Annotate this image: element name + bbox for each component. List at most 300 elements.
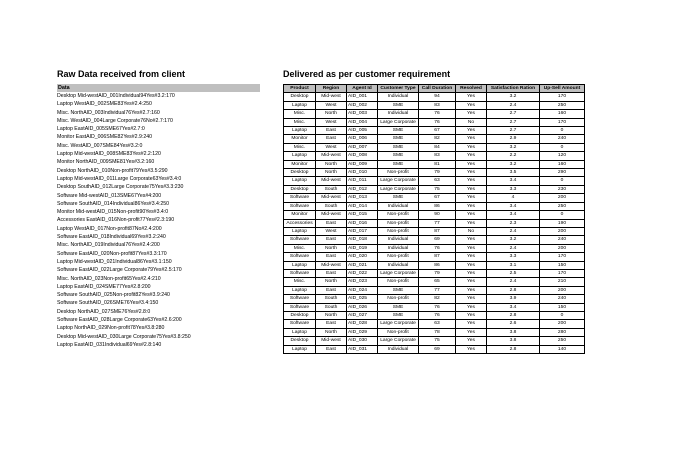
table-cell: Yes (456, 169, 487, 177)
table-cell: Yes (456, 135, 487, 143)
table-cell: 3.8 (487, 328, 540, 336)
table-cell: 240 (540, 135, 585, 143)
table-cell: Software (284, 202, 316, 210)
table-cell: East (316, 320, 347, 328)
table-row (284, 185, 585, 193)
raw-data-row: Software EastAID_018Individual69Yes#3.2:240 (57, 234, 166, 241)
table-cell: South (316, 295, 347, 303)
raw-data-row: Laptop EastAID_024SME77Yes#2.8:200 (57, 283, 151, 290)
raw-data-row: Software EastAID_020Non-profit87Yes#3.3:170 (57, 250, 167, 257)
table-cell: 86 (419, 202, 456, 210)
table-cell: No (456, 118, 487, 126)
table-cell: Desktop (284, 337, 316, 345)
table-cell: Yes (456, 202, 487, 210)
table-row (284, 261, 585, 269)
table-cell: AID_004 (347, 118, 378, 126)
table-cell: SME (378, 311, 419, 319)
table-cell: Mid-west (316, 261, 347, 269)
table-cell: 200 (540, 286, 585, 294)
table-cell: AID_024 (347, 286, 378, 294)
table-cell: 75 (419, 337, 456, 345)
raw-data-row: Misc. WestAID_007SME84Yes#3.2:0 (57, 142, 143, 149)
table-cell: 2.4 (487, 244, 540, 252)
table-cell: 76 (419, 118, 456, 126)
table-cell: West (316, 227, 347, 235)
table-row (284, 194, 585, 202)
raw-data-row: Misc. NorthAID_003Individual76Yes#2.7:160 (57, 109, 160, 116)
table-cell: SME (378, 127, 419, 135)
table-cell: 83 (419, 101, 456, 109)
table-cell: Non-profit (378, 328, 419, 336)
table-cell: 170 (540, 93, 585, 101)
table-cell: AID_020 (347, 253, 378, 261)
table-cell: 75 (419, 185, 456, 193)
table-cell: Yes (456, 337, 487, 345)
table-cell: SME (378, 143, 419, 151)
table-cell: 77 (419, 219, 456, 227)
table-cell: 69 (419, 236, 456, 244)
table-cell: East (316, 286, 347, 294)
table-cell: Yes (456, 160, 487, 168)
table-row (284, 345, 585, 353)
table-header-row (284, 85, 585, 93)
table-cell: Yes (456, 219, 487, 227)
table-row (284, 169, 585, 177)
table-cell: SME (378, 152, 419, 160)
table-cell: Individual (378, 244, 419, 252)
delivered-title: Delivered as per customer requirement (283, 69, 451, 79)
table-cell: 94 (419, 93, 456, 101)
table-cell: Misc. (284, 118, 316, 126)
table-cell: AID_023 (347, 278, 378, 286)
table-cell: 210 (540, 278, 585, 286)
table-cell: Software (284, 253, 316, 261)
table-cell: 0 (540, 143, 585, 151)
table-cell: Individual (378, 202, 419, 210)
table-cell: Yes (456, 194, 487, 202)
table-cell: East (316, 345, 347, 353)
table-cell: Individual (378, 236, 419, 244)
table-cell: Monitor (284, 135, 316, 143)
table-cell: AID_002 (347, 101, 378, 109)
raw-data-row: Desktop NorthAID_027SME76Yes#2.8:0 (57, 308, 151, 315)
raw-data-row: Laptop NorthAID_029Non-profit78Yes#3.8:280 (57, 325, 165, 332)
table-cell: AID_014 (347, 202, 378, 210)
table-cell: 4 (487, 194, 540, 202)
table-cell: Yes (456, 311, 487, 319)
table-cell: Yes (456, 269, 487, 277)
table-cell: 170 (540, 118, 585, 126)
table-cell: Accessories (284, 219, 316, 227)
table-cell: Monitor (284, 211, 316, 219)
table-cell: 190 (540, 219, 585, 227)
table-cell: Individual (378, 345, 419, 353)
table-cell: SME (378, 101, 419, 109)
table-cell: AID_005 (347, 127, 378, 135)
table-cell: East (316, 127, 347, 135)
table-cell: Mid-west (316, 152, 347, 160)
table-cell: Laptop (284, 261, 316, 269)
table-cell: 250 (540, 202, 585, 210)
table-cell: East (316, 269, 347, 277)
table-cell: Laptop (284, 177, 316, 185)
table-cell: 3.9 (487, 295, 540, 303)
table-cell: SME (378, 194, 419, 202)
raw-data-row: Misc. NorthAID_023Non-profit65Yes#2.4:210 (57, 275, 161, 282)
table-cell: Non-profit (378, 169, 419, 177)
table-cell: 2.4 (487, 227, 540, 235)
table-cell: North (316, 278, 347, 286)
raw-data-row: Misc. NorthAID_019Individual76Yes#2.4:200 (57, 242, 160, 249)
table-cell: AID_019 (347, 244, 378, 252)
table-cell: North (316, 169, 347, 177)
table-cell: Misc. (284, 278, 316, 286)
table-body (284, 93, 585, 354)
table-cell: AID_013 (347, 194, 378, 202)
column-header: Product (284, 85, 316, 93)
table-cell: 2.8 (487, 345, 540, 353)
table-cell: 76 (419, 303, 456, 311)
table-cell: Non-profit (378, 219, 419, 227)
table-row (284, 202, 585, 210)
table-row (284, 219, 585, 227)
table-cell: Individual (378, 110, 419, 118)
table-cell: 87 (419, 253, 456, 261)
table-cell: 3.1 (487, 261, 540, 269)
table-cell: Desktop (284, 169, 316, 177)
table-row (284, 160, 585, 168)
table-cell: Mid-west (316, 93, 347, 101)
table-row (284, 177, 585, 185)
table-cell: SME (378, 135, 419, 143)
table-cell: 81 (419, 160, 456, 168)
table-cell: East (316, 219, 347, 227)
raw-data-row: Software SouthAID_014Individual86Yes#3.4:250 (57, 200, 169, 207)
table-cell: Misc. (284, 143, 316, 151)
table-cell: AID_026 (347, 303, 378, 311)
raw-data-row: Misc. WestAID_004Large Corporate76No#2.7:170 (57, 117, 173, 124)
column-header: Resolved (456, 85, 487, 93)
table-cell: 0 (540, 127, 585, 135)
table-cell: 2.5 (487, 269, 540, 277)
table-cell: Large Corporate (378, 337, 419, 345)
table-row (284, 236, 585, 244)
table-cell: 2.8 (487, 286, 540, 294)
table-row (284, 110, 585, 118)
table-cell: 3.4 (487, 303, 540, 311)
table-row (284, 244, 585, 252)
table-cell: 2.7 (487, 118, 540, 126)
table-cell: Non-profit (378, 227, 419, 235)
table-cell: Yes (456, 328, 487, 336)
table-cell: 2.7 (487, 127, 540, 135)
table-cell: 77 (419, 286, 456, 294)
table-row (284, 152, 585, 160)
table-cell: Yes (456, 143, 487, 151)
table-cell: Laptop (284, 345, 316, 353)
table-cell: AID_018 (347, 236, 378, 244)
table-cell: Large Corporate (378, 269, 419, 277)
table-row (284, 269, 585, 277)
table-cell: North (316, 311, 347, 319)
raw-data-row: Laptop Mid-westAID_008SME83Yes#2.2:120 (57, 151, 161, 158)
table-row (284, 253, 585, 261)
raw-data-row: Laptop Mid-westAID_021Individual86Yes#3.1:150 (57, 258, 172, 265)
table-cell: Software (284, 320, 316, 328)
table-cell: AID_025 (347, 295, 378, 303)
table-cell: 160 (540, 110, 585, 118)
table-cell: East (316, 135, 347, 143)
raw-data-row: Software EastAID_028Large Corporate63Yes#2.6:200 (57, 317, 182, 324)
table-row (284, 303, 585, 311)
table-cell: Misc. (284, 110, 316, 118)
table-cell: Yes (456, 101, 487, 109)
table-cell: 3.2 (487, 160, 540, 168)
table-cell: 0 (540, 211, 585, 219)
table-cell: 0 (540, 311, 585, 319)
table-cell: 87 (419, 227, 456, 235)
table-cell: AID_007 (347, 143, 378, 151)
raw-data-title: Raw Data received from client (57, 69, 186, 79)
table-cell: Monitor (284, 160, 316, 168)
table-cell: 3.3 (487, 253, 540, 261)
table-cell: 86 (419, 261, 456, 269)
table-cell: Non-profit (378, 253, 419, 261)
table-cell: Yes (456, 320, 487, 328)
table-cell: AID_027 (347, 311, 378, 319)
table-cell: West (316, 101, 347, 109)
table-cell: Large Corporate (378, 118, 419, 126)
table-row (284, 278, 585, 286)
table-cell: 82 (419, 135, 456, 143)
table-cell: AID_031 (347, 345, 378, 353)
table-cell: Desktop (284, 93, 316, 101)
raw-data-row: Desktop SouthAID_012Large Corporate75Yes#3.3:230 (57, 184, 184, 191)
table-cell: 67 (419, 194, 456, 202)
table-cell: 76 (419, 311, 456, 319)
table-cell: Mid-west (316, 177, 347, 185)
table-row (284, 286, 585, 294)
table-row (284, 118, 585, 126)
table-cell: 69 (419, 345, 456, 353)
table-cell: 170 (540, 269, 585, 277)
table-cell: 65 (419, 278, 456, 286)
table-cell: 200 (540, 244, 585, 252)
table-cell: Laptop (284, 227, 316, 235)
table-cell: AID_012 (347, 185, 378, 193)
table-cell: 2.8 (487, 311, 540, 319)
table-cell: Large Corporate (378, 177, 419, 185)
table-cell: 150 (540, 303, 585, 311)
table-cell: 200 (540, 194, 585, 202)
column-header: Customer Type (378, 85, 419, 93)
table-cell: Software (284, 194, 316, 202)
table-cell: 79 (419, 169, 456, 177)
raw-data-row: Accessories EastAID_016Non-profit77Yes#2.3:190 (57, 217, 175, 224)
table-cell: No (456, 227, 487, 235)
table-cell: West (316, 143, 347, 151)
table-cell: Individual (378, 261, 419, 269)
table-cell: 3.2 (487, 236, 540, 244)
table-cell: 240 (540, 295, 585, 303)
table-cell: North (316, 328, 347, 336)
table-cell: 230 (540, 185, 585, 193)
table-cell: Software (284, 295, 316, 303)
table-cell: Laptop (284, 152, 316, 160)
table-row (284, 227, 585, 235)
table-cell: 76 (419, 110, 456, 118)
table-cell: Non-profit (378, 295, 419, 303)
table-cell: 200 (540, 320, 585, 328)
table-row (284, 211, 585, 219)
table-cell: 250 (540, 101, 585, 109)
table-cell: Yes (456, 303, 487, 311)
table-cell: Yes (456, 286, 487, 294)
table-cell: Desktop (284, 185, 316, 193)
table-cell: 2.2 (487, 152, 540, 160)
table-cell: Yes (456, 177, 487, 185)
table-cell: 250 (540, 337, 585, 345)
table-cell: North (316, 244, 347, 252)
table-cell: 3.4 (487, 177, 540, 185)
table-cell: 150 (540, 261, 585, 269)
table-cell: East (316, 253, 347, 261)
table-cell: 2.4 (487, 101, 540, 109)
raw-data-row: Software SouthAID_026SME76Yes#3.4:150 (57, 300, 159, 307)
table-cell: AID_010 (347, 169, 378, 177)
table-cell: Laptop (284, 328, 316, 336)
table-cell: 3.8 (487, 337, 540, 345)
table-cell: Non-profit (378, 278, 419, 286)
table-cell: 3.4 (487, 211, 540, 219)
table-cell: 2.9 (487, 135, 540, 143)
table-row (284, 101, 585, 109)
table-cell: Yes (456, 295, 487, 303)
table-cell: Mid-west (316, 211, 347, 219)
table-cell: Software (284, 269, 316, 277)
table-cell: AID_003 (347, 110, 378, 118)
table-cell: Yes (456, 127, 487, 135)
table-cell: Yes (456, 93, 487, 101)
table-cell: AID_016 (347, 219, 378, 227)
table-cell: AID_017 (347, 227, 378, 235)
raw-data-row: Monitor Mid-westAID_015Non-profit90Yes#3.4:0 (57, 209, 169, 216)
table-cell: AID_028 (347, 320, 378, 328)
table-cell: 170 (540, 253, 585, 261)
raw-data-row: Laptop WestAID_017Non-profit87No#2.4:200 (57, 225, 162, 232)
raw-data-header: Data (57, 84, 260, 92)
raw-data-rows (57, 92, 260, 349)
table-cell: 160 (540, 160, 585, 168)
table-cell: 3.5 (487, 169, 540, 177)
table-cell: AID_006 (347, 135, 378, 143)
table-cell: Yes (456, 345, 487, 353)
table-cell: 0 (540, 177, 585, 185)
table-cell: Desktop (284, 311, 316, 319)
table-cell: Yes (456, 211, 487, 219)
table-cell: 280 (540, 328, 585, 336)
table-cell: North (316, 160, 347, 168)
table-cell: South (316, 202, 347, 210)
table-cell: 2.6 (487, 320, 540, 328)
table-cell: 2.7 (487, 110, 540, 118)
table-cell: Mid-west (316, 194, 347, 202)
table-cell: Individual (378, 93, 419, 101)
table-cell: Misc. (284, 244, 316, 252)
table-row (284, 328, 585, 336)
table-cell: Yes (456, 236, 487, 244)
table-cell: 2.4 (487, 278, 540, 286)
table-cell: 83 (419, 152, 456, 160)
table-cell: Large Corporate (378, 185, 419, 193)
table-cell: Laptop (284, 286, 316, 294)
table-cell: South (316, 303, 347, 311)
table-row (284, 135, 585, 143)
raw-data-row: Laptop EastAID_005SME67Yes#2.7:0 (57, 126, 145, 133)
table-cell: Laptop (284, 127, 316, 135)
table-cell: 67 (419, 127, 456, 135)
table-cell: 2.3 (487, 219, 540, 227)
table-cell: SME (378, 303, 419, 311)
table-cell: Yes (456, 110, 487, 118)
table-cell: Laptop (284, 101, 316, 109)
table-cell: 200 (540, 227, 585, 235)
table-cell: 82 (419, 295, 456, 303)
table-cell: Yes (456, 244, 487, 252)
raw-data-row: Software SouthAID_025Non-profit82Yes#3.9:240 (57, 292, 170, 299)
table-cell: 3.2 (487, 93, 540, 101)
table-row (284, 93, 585, 101)
raw-data-row: Laptop Mid-westAID_011Large Corporate63Yes#3.4:0 (57, 175, 182, 182)
column-header: Agent Id (347, 85, 378, 93)
raw-data-row: Desktop Mid-westAID_001Individual94Yes#3.2:170 (57, 93, 175, 99)
table-cell: Yes (456, 253, 487, 261)
column-header: Satisfaction Ration (487, 85, 540, 93)
raw-data-row: Software Mid-westAID_013SME67Yes#4:200 (57, 192, 162, 199)
table-cell: AID_021 (347, 261, 378, 269)
table-cell: 3.3 (487, 185, 540, 193)
table-cell: Yes (456, 185, 487, 193)
table-cell: AID_011 (347, 177, 378, 185)
table-cell: AID_030 (347, 337, 378, 345)
table-cell: AID_008 (347, 152, 378, 160)
table-cell: AID_001 (347, 93, 378, 101)
table-row (284, 143, 585, 151)
table-cell: 63 (419, 177, 456, 185)
column-header: Up-Sell Amount (540, 85, 585, 93)
table-cell: AID_029 (347, 328, 378, 336)
table-cell: SME (378, 286, 419, 294)
table-cell: 76 (419, 244, 456, 252)
table-cell: 240 (540, 236, 585, 244)
table-cell: AID_015 (347, 211, 378, 219)
table-cell: Software (284, 236, 316, 244)
raw-data-row: Desktop NorthAID_010Non-profit79Yes#3.5:290 (57, 167, 168, 174)
table-row (284, 337, 585, 345)
table-cell: Yes (456, 278, 487, 286)
table-row (284, 127, 585, 135)
table-cell: East (316, 236, 347, 244)
table-cell: 84 (419, 143, 456, 151)
raw-data-row: Desktop Mid-westAID_030Large Corporate75Yes#3.8:250 (57, 333, 191, 340)
raw-data-list (57, 84, 260, 349)
table-row (284, 311, 585, 319)
raw-data-row: Monitor EastAID_006SME82Yes#2.9:240 (57, 134, 152, 141)
raw-data-row: Monitor NorthAID_009SME81Yes#3.2:160 (57, 159, 155, 166)
column-header: Call Duration (419, 85, 456, 93)
table-cell: AID_022 (347, 269, 378, 277)
raw-data-row: Laptop EastAID_031Individual69Yes#2.8:140 (57, 341, 162, 348)
